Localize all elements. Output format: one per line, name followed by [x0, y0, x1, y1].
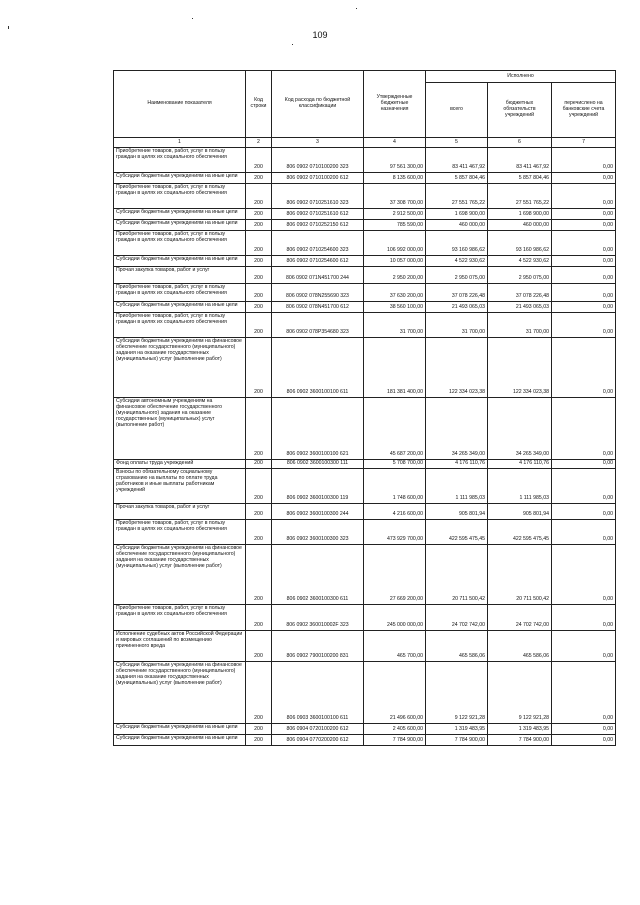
- row-approved: 8 135 600,00: [364, 173, 426, 184]
- row-name: Субсидии бюджетным учреждениям на иные цели: [114, 734, 246, 745]
- row-line-code: 200: [246, 630, 272, 661]
- row-name: Субсидии бюджетным учреждениям на иные цели: [114, 173, 246, 184]
- row-approved: 2 405 600,00: [364, 723, 426, 734]
- column-number: 7: [552, 138, 616, 148]
- row-name: Прочая закупка товаров, работ и услуг: [114, 503, 246, 519]
- row-approved: 2 950 200,00: [364, 267, 426, 284]
- row-line-code: 200: [246, 256, 272, 267]
- row-line-code: 200: [246, 604, 272, 630]
- row-approved: 37 630 200,00: [364, 284, 426, 302]
- table-row: [114, 184, 616, 209]
- row-total: 27 551 765,22: [426, 184, 488, 209]
- row-name: Исполнение судебных актов Российской Федерации и мировых соглашений по возмещению причиненного вреда: [114, 630, 246, 661]
- row-line-code: 200: [246, 723, 272, 734]
- row-expense-code: 806 0902 0710251610 612: [272, 209, 364, 220]
- row-transferred: 0,00: [552, 630, 616, 661]
- row-transferred: 0,00: [552, 604, 616, 630]
- row-expense-code: 806 0902 3600100100 621: [272, 398, 364, 460]
- row-line-code: 200: [246, 398, 272, 460]
- table-row: [114, 148, 616, 173]
- row-expense-code: 806 0902 078N255690 323: [272, 284, 364, 302]
- row-approved: 27 669 200,00: [364, 544, 426, 604]
- row-name: Фонд оплаты труда учреждений: [114, 460, 246, 469]
- row-line-code: 200: [246, 267, 272, 284]
- row-transferred: 0,00: [552, 468, 616, 503]
- header-executed: Исполнено: [426, 71, 616, 83]
- scan-speck: [8, 26, 9, 29]
- row-total: 2 950 075,00: [426, 267, 488, 284]
- row-transferred: 0,00: [552, 302, 616, 313]
- row-budget-obligations: 460 000,00: [488, 220, 552, 231]
- budget-execution-table: [113, 70, 616, 746]
- row-transferred: 0,00: [552, 220, 616, 231]
- row-budget-obligations: 2 950 075,00: [488, 267, 552, 284]
- row-approved: 5 708 700,00: [364, 460, 426, 469]
- row-budget-obligations: 905 801,94: [488, 503, 552, 519]
- row-expense-code: 806 0902 3600100300 611: [272, 544, 364, 604]
- row-approved: 1 748 600,00: [364, 468, 426, 503]
- row-expense-code: 806 0904 0770200200 612: [272, 734, 364, 745]
- header-expense-code: Код расхода по бюджетной классификации: [272, 71, 364, 138]
- row-line-code: 200: [246, 519, 272, 544]
- row-expense-code: 806 0903 3600100100 611: [272, 661, 364, 723]
- row-transferred: 0,00: [552, 209, 616, 220]
- row-line-code: 200: [246, 734, 272, 745]
- table-row: [114, 313, 616, 338]
- row-budget-obligations: 4 522 930,62: [488, 256, 552, 267]
- row-total: 37 078 226,48: [426, 284, 488, 302]
- row-total: 422 595 475,45: [426, 519, 488, 544]
- row-name: Приобретение товаров, работ, услуг в пользу граждан в целях их социального обеспечения: [114, 284, 246, 302]
- row-line-code: 200: [246, 220, 272, 231]
- row-expense-code: 806 0902 071N451700 244: [272, 267, 364, 284]
- scan-speck: [356, 8, 357, 9]
- table-row: [114, 544, 616, 604]
- row-line-code: 200: [246, 468, 272, 503]
- column-number: 2: [246, 138, 272, 148]
- row-name: Приобретение товаров, работ, услуг в пользу граждан в целях их социального обеспечения: [114, 148, 246, 173]
- row-transferred: 0,00: [552, 148, 616, 173]
- row-budget-obligations: 422 595 475,45: [488, 519, 552, 544]
- table-row: [114, 734, 616, 745]
- header-name: Наименование показателя: [114, 71, 246, 138]
- row-transferred: 0,00: [552, 398, 616, 460]
- row-budget-obligations: 31 700,00: [488, 313, 552, 338]
- row-expense-code: 806 0902 3600100100 611: [272, 338, 364, 398]
- header-line-code: Код строки: [246, 71, 272, 138]
- row-expense-code: 806 0902 3600100300 323: [272, 519, 364, 544]
- table-row: [114, 398, 616, 460]
- row-total: 4 522 930,62: [426, 256, 488, 267]
- row-transferred: 0,00: [552, 256, 616, 267]
- row-line-code: 200: [246, 338, 272, 398]
- row-total: 1 111 985,03: [426, 468, 488, 503]
- scan-speck: [292, 44, 293, 45]
- row-total: 1 319 483,95: [426, 723, 488, 734]
- row-expense-code: 806 0902 3600100300 111: [272, 460, 364, 469]
- row-transferred: 0,00: [552, 313, 616, 338]
- row-total: 460 000,00: [426, 220, 488, 231]
- row-approved: 38 560 100,00: [364, 302, 426, 313]
- row-transferred: 0,00: [552, 284, 616, 302]
- row-line-code: 200: [246, 184, 272, 209]
- row-transferred: 0,00: [552, 723, 616, 734]
- row-line-code: 200: [246, 302, 272, 313]
- row-name: Субсидии бюджетным учреждениям на финансовое обеспечение государственного (муниципального) задания на оказание государственных (муниципальных) услуг (выполнение работ): [114, 544, 246, 604]
- table-row: [114, 661, 616, 723]
- column-number: 5: [426, 138, 488, 148]
- row-line-code: 200: [246, 503, 272, 519]
- row-transferred: 0,00: [552, 460, 616, 469]
- row-line-code: 200: [246, 173, 272, 184]
- row-approved: 45 687 200,00: [364, 398, 426, 460]
- row-approved: 785 590,00: [364, 220, 426, 231]
- row-approved: 37 308 700,00: [364, 184, 426, 209]
- row-total: 83 411 467,92: [426, 148, 488, 173]
- row-expense-code: 806 0904 0720100200 612: [272, 723, 364, 734]
- row-budget-obligations: 37 078 226,48: [488, 284, 552, 302]
- row-budget-obligations: 7 784 900,00: [488, 734, 552, 745]
- row-approved: 21 496 600,00: [364, 661, 426, 723]
- row-expense-code: 806 0902 3600100300 244: [272, 503, 364, 519]
- row-name: Приобретение товаров, работ, услуг в пользу граждан в целях их социального обеспечения: [114, 313, 246, 338]
- row-budget-obligations: 24 702 742,00: [488, 604, 552, 630]
- row-approved: 181 381 400,00: [364, 338, 426, 398]
- row-transferred: 0,00: [552, 503, 616, 519]
- row-budget-obligations: 1 319 483,95: [488, 723, 552, 734]
- header-transferred: перечислено на банковские счета учреждений: [552, 83, 616, 138]
- row-total: 93 160 986,62: [426, 231, 488, 256]
- row-name: Приобретение товаров, работ, услуг в пользу граждан в целях их социального обеспечения: [114, 604, 246, 630]
- row-budget-obligations: 9 122 921,28: [488, 661, 552, 723]
- row-budget-obligations: 93 160 986,62: [488, 231, 552, 256]
- table-row: [114, 519, 616, 544]
- row-line-code: 200: [246, 313, 272, 338]
- row-approved: 245 000 000,00: [364, 604, 426, 630]
- table-row: [114, 302, 616, 313]
- row-expense-code: 806 0902 0710100200 323: [272, 148, 364, 173]
- row-budget-obligations: 4 176 110,76: [488, 460, 552, 469]
- row-budget-obligations: 20 711 500,42: [488, 544, 552, 604]
- row-approved: 106 992 000,00: [364, 231, 426, 256]
- page-number: 109: [312, 30, 328, 40]
- row-approved: 10 057 000,00: [364, 256, 426, 267]
- row-name: Взносы по обязательному социальному страхованию на выплаты по оплате труда работников и иные выплаты работникам учреждений: [114, 468, 246, 503]
- row-budget-obligations: 34 265 349,00: [488, 398, 552, 460]
- row-total: 34 265 349,00: [426, 398, 488, 460]
- row-total: 4 176 110,76: [426, 460, 488, 469]
- row-total: 9 122 921,28: [426, 661, 488, 723]
- row-transferred: 0,00: [552, 519, 616, 544]
- row-expense-code: 806 0902 7900100200 831: [272, 630, 364, 661]
- row-expense-code: 806 0902 360010002F 323: [272, 604, 364, 630]
- row-approved: 4 216 600,00: [364, 503, 426, 519]
- row-line-code: 200: [246, 231, 272, 256]
- row-total: 465 586,06: [426, 630, 488, 661]
- row-name: Субсидии бюджетным учреждениям на иные цели: [114, 220, 246, 231]
- row-expense-code: 806 0902 078N451700 612: [272, 302, 364, 313]
- table-row: [114, 173, 616, 184]
- row-total: 20 711 500,42: [426, 544, 488, 604]
- row-line-code: 200: [246, 148, 272, 173]
- row-approved: 97 561 300,00: [364, 148, 426, 173]
- row-budget-obligations: 21 493 065,03: [488, 302, 552, 313]
- row-transferred: 0,00: [552, 184, 616, 209]
- row-transferred: 0,00: [552, 338, 616, 398]
- row-budget-obligations: 122 334 023,38: [488, 338, 552, 398]
- row-name: Прочая закупка товаров, работ и услуг: [114, 267, 246, 284]
- row-transferred: 0,00: [552, 734, 616, 745]
- table-row: [114, 604, 616, 630]
- table-row: [114, 209, 616, 220]
- row-budget-obligations: 1 111 985,03: [488, 468, 552, 503]
- row-transferred: 0,00: [552, 267, 616, 284]
- row-budget-obligations: 83 411 467,92: [488, 148, 552, 173]
- row-transferred: 0,00: [552, 544, 616, 604]
- row-line-code: 200: [246, 284, 272, 302]
- row-name: Субсидии бюджетным учреждениям на финансовое обеспечение государственного (муниципального) задания на оказание государственных (муниципальных) услуг (выполнение работ): [114, 661, 246, 723]
- row-total: 905 801,94: [426, 503, 488, 519]
- row-name: Субсидии бюджетным учреждениям на иные цели: [114, 209, 246, 220]
- row-total: 31 700,00: [426, 313, 488, 338]
- row-transferred: 0,00: [552, 173, 616, 184]
- row-line-code: 200: [246, 209, 272, 220]
- table-row: [114, 284, 616, 302]
- row-total: 21 493 065,03: [426, 302, 488, 313]
- row-name: Приобретение товаров, работ, услуг в пользу граждан в целях их социального обеспечения: [114, 519, 246, 544]
- row-expense-code: 806 0902 0710254600 612: [272, 256, 364, 267]
- row-total: 24 702 742,00: [426, 604, 488, 630]
- row-expense-code: 806 0902 3600100300 119: [272, 468, 364, 503]
- row-expense-code: 806 0902 0710100200 612: [272, 173, 364, 184]
- column-number-row: [114, 138, 616, 148]
- header-approved: Утвержденные бюджетные назначения: [364, 71, 426, 138]
- table-row: [114, 503, 616, 519]
- row-line-code: 200: [246, 460, 272, 469]
- row-budget-obligations: 27 551 765,22: [488, 184, 552, 209]
- row-total: 7 784 900,00: [426, 734, 488, 745]
- table-row: [114, 723, 616, 734]
- table-row: [114, 460, 616, 469]
- table-row: [114, 220, 616, 231]
- column-number: 6: [488, 138, 552, 148]
- row-line-code: 200: [246, 661, 272, 723]
- row-expense-code: 806 0902 0710254600 323: [272, 231, 364, 256]
- row-transferred: 0,00: [552, 661, 616, 723]
- row-name: Приобретение товаров, работ, услуг в пользу граждан в целях их социального обеспечения: [114, 184, 246, 209]
- row-name: Субсидии бюджетным учреждениям на иные цели: [114, 302, 246, 313]
- row-total: 1 698 900,00: [426, 209, 488, 220]
- column-number: 1: [114, 138, 246, 148]
- table-row: [114, 338, 616, 398]
- row-expense-code: 806 0902 078P354680 323: [272, 313, 364, 338]
- table-row: [114, 256, 616, 267]
- table-row: [114, 630, 616, 661]
- scan-speck: [192, 18, 193, 19]
- table-row: [114, 231, 616, 256]
- row-name: Субсидии бюджетным учреждениям на финансовое обеспечение государственного (муниципального) задания на оказание государственных (муниципальных) услуг (выполнение работ): [114, 338, 246, 398]
- row-name: Субсидии бюджетным учреждениям на иные цели: [114, 256, 246, 267]
- row-name: Приобретение товаров, работ, услуг в пользу граждан в целях их социального обеспечения: [114, 231, 246, 256]
- column-number: 3: [272, 138, 364, 148]
- column-number: 4: [364, 138, 426, 148]
- header-total: всего: [426, 83, 488, 138]
- row-approved: 473 929 700,00: [364, 519, 426, 544]
- row-approved: 465 700,00: [364, 630, 426, 661]
- row-budget-obligations: 5 857 804,46: [488, 173, 552, 184]
- row-total: 5 857 804,46: [426, 173, 488, 184]
- row-expense-code: 806 0902 0710252150 612: [272, 220, 364, 231]
- row-budget-obligations: 465 586,06: [488, 630, 552, 661]
- table-row: [114, 267, 616, 284]
- row-name: Субсидии автономным учреждениям на финансовое обеспечение государственного (муниципального) задания на оказание государственных (муниципальных) услуг (выполнение работ): [114, 398, 246, 460]
- header-budget-obligations: бюджетных обязательств учреждений: [488, 83, 552, 138]
- row-approved: 2 912 500,00: [364, 209, 426, 220]
- row-budget-obligations: 1 698 900,00: [488, 209, 552, 220]
- row-approved: 31 700,00: [364, 313, 426, 338]
- row-transferred: 0,00: [552, 231, 616, 256]
- row-total: 122 334 023,38: [426, 338, 488, 398]
- row-expense-code: 806 0902 0710251610 323: [272, 184, 364, 209]
- row-name: Субсидии бюджетным учреждениям на иные цели: [114, 723, 246, 734]
- row-approved: 7 784 900,00: [364, 734, 426, 745]
- row-line-code: 200: [246, 544, 272, 604]
- table-row: [114, 468, 616, 503]
